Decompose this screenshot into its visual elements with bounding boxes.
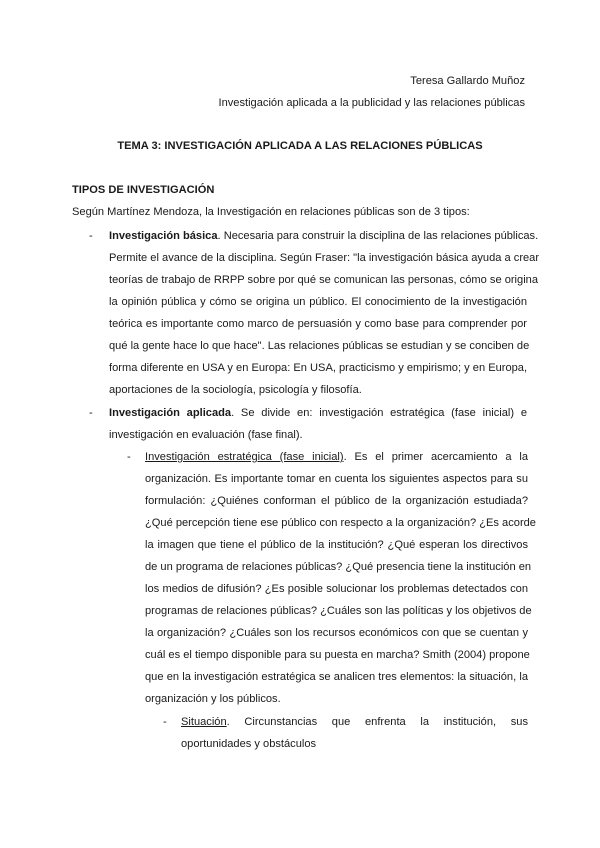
section-heading: TIPOS DE INVESTIGACIÓN xyxy=(72,184,215,196)
list-item-investigacion-estrategica xyxy=(127,446,536,710)
text-line: programas de relaciones públicas? ¿Cuáles son las políticas y los objetivos de xyxy=(145,605,532,617)
text-line: formulación: ¿Quiénes conforman el público de la organización estudiada? xyxy=(145,495,528,507)
list-item-investigacion-basica xyxy=(89,225,540,401)
bullet-dash: - xyxy=(89,230,93,242)
text-line: organización y los públicos. xyxy=(145,693,281,705)
text-line: organización. Es importante tomar en cuenta los siguientes aspectos para su xyxy=(145,473,528,485)
text-line: que en la investigación estratégica se analicen tres elementos: la situación, la xyxy=(145,671,528,683)
text-line: teorías de trabajo de RRPP sobre por qué se comunican las personas, cómo se origina xyxy=(109,274,538,286)
text-line: la organización? ¿Cuáles son los recursos económicos con que se cuentan y xyxy=(145,627,528,639)
item-term: Situación xyxy=(181,716,227,728)
text-line: ¿Qué percepción tiene ese público con respecto a la organización? ¿Es acorde xyxy=(145,517,536,529)
text-line: teórica es importante como marco de persuasión y como base para comprender por xyxy=(109,318,527,330)
bullet-dash: - xyxy=(89,407,93,419)
text-line: forma diferente en USA y en Europa: En USA, practicismo y empirismo; y en Europa, xyxy=(109,362,528,374)
text-line: la opinión pública y cómo se origina un público. El conocimiento de la investigación xyxy=(109,296,527,308)
item-term: Investigación aplicada xyxy=(109,407,232,419)
text-line: investigación en evaluación (fase final). xyxy=(109,429,303,441)
bullet-dash: - xyxy=(163,716,167,728)
text-line: Permite el avance de la disciplina. Según Fraser: "la investigación básica ayuda a crear xyxy=(109,252,540,264)
item-term: Investigación estratégica (fase inicial) xyxy=(145,451,344,463)
document-title: TEMA 3: INVESTIGACIÓN APLICADA A LAS RELACIONES PÚBLICAS xyxy=(117,140,483,152)
section-intro: Según Martínez Mendoza, la Investigación en relaciones públicas son de 3 tipos: xyxy=(72,206,470,218)
text-line: de un programa de relaciones públicas? ¿Qué presencia tiene la institución en xyxy=(145,561,532,573)
text-line: cuál es el tiempo disponible para su puesta en marcha? Smith (2004) propone xyxy=(145,649,530,661)
list-item-investigacion-aplicada xyxy=(89,402,527,446)
text-line: aportaciones de la sociología, psicología y filosofía. xyxy=(109,384,362,396)
list-item-situacion xyxy=(163,711,528,755)
bullet-dash: - xyxy=(127,451,131,463)
text-line: Situación. Circunstancias que enfrenta la institución, sus xyxy=(181,716,528,728)
text-line: Investigación estratégica (fase inicial). Es el primer acercamiento a la xyxy=(145,451,528,463)
text-line: la imagen que tiene el público de la institución? ¿Qué esperan los directivos xyxy=(145,539,528,551)
text-line: Investigación básica. Necesaria para construir la disciplina de las relaciones públicas. xyxy=(109,230,539,242)
text-line: oportunidades y obstáculos xyxy=(181,738,317,750)
text-line: Investigación aplicada. Se divide en: investigación estratégica (fase inicial) e xyxy=(109,407,527,419)
item-term: Investigación básica xyxy=(109,230,218,242)
course-subject: Investigación aplicada a la publicidad y las relaciones públicas xyxy=(218,97,525,109)
author-name: Teresa Gallardo Muñoz xyxy=(410,75,525,87)
text-line: qué la gente hace lo que hace". Las relaciones públicas se estudian y se conciben de xyxy=(109,340,530,352)
text-line: los medios de difusión? ¿Es posible solucionar los problemas detectados con xyxy=(145,583,528,595)
